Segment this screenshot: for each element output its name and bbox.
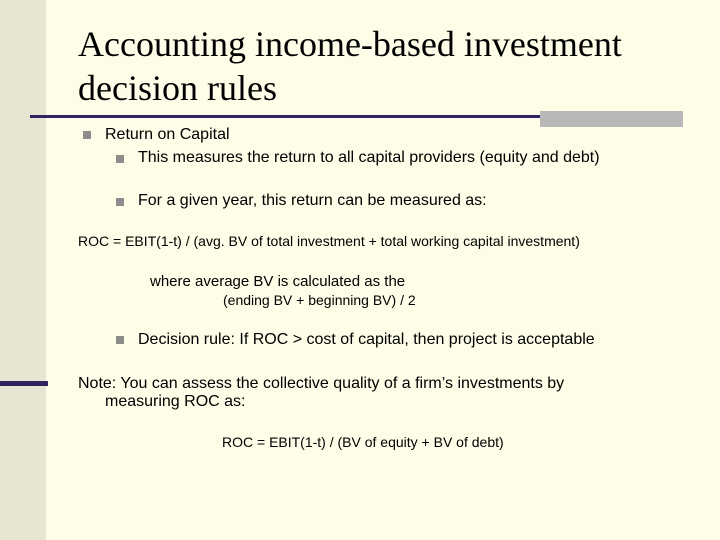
bullet-square-icon — [83, 131, 91, 139]
title-underline — [30, 115, 540, 118]
where-line-1: where average BV is calculated as the — [150, 273, 406, 290]
where-line-2: (ending BV + beginning BV) / 2 — [223, 292, 416, 308]
slide-title: Accounting income-based investment decision rules — [78, 24, 622, 108]
bullet-measures: This measures the return to all capital providers (equity and debt) — [138, 149, 600, 166]
bullet-square-icon — [116, 155, 124, 163]
bullet-square-icon — [116, 336, 124, 344]
note-formula: ROC = EBIT(1-t) / (BV of equity + BV of debt) — [222, 434, 504, 450]
note-line-1: Note: You can assess the collective quality of a firm’s investments by — [78, 375, 565, 392]
bullet-given-year: For a given year, this return can be measured as: — [138, 192, 487, 209]
note-line-2: measuring ROC as: — [105, 393, 246, 410]
roc-formula: ROC = EBIT(1-t) / (avg. BV of total investment + total working capital investment) — [78, 233, 580, 249]
bullet-return-on-capital: Return on Capital — [105, 126, 230, 143]
bullet-square-icon — [116, 198, 124, 206]
title-underline-gray-block — [540, 111, 683, 127]
left-accent-bar — [0, 381, 48, 386]
left-decorative-band — [0, 0, 46, 540]
bullet-decision-rule: Decision rule: If ROC > cost of capital, then project is acceptable — [138, 331, 595, 348]
